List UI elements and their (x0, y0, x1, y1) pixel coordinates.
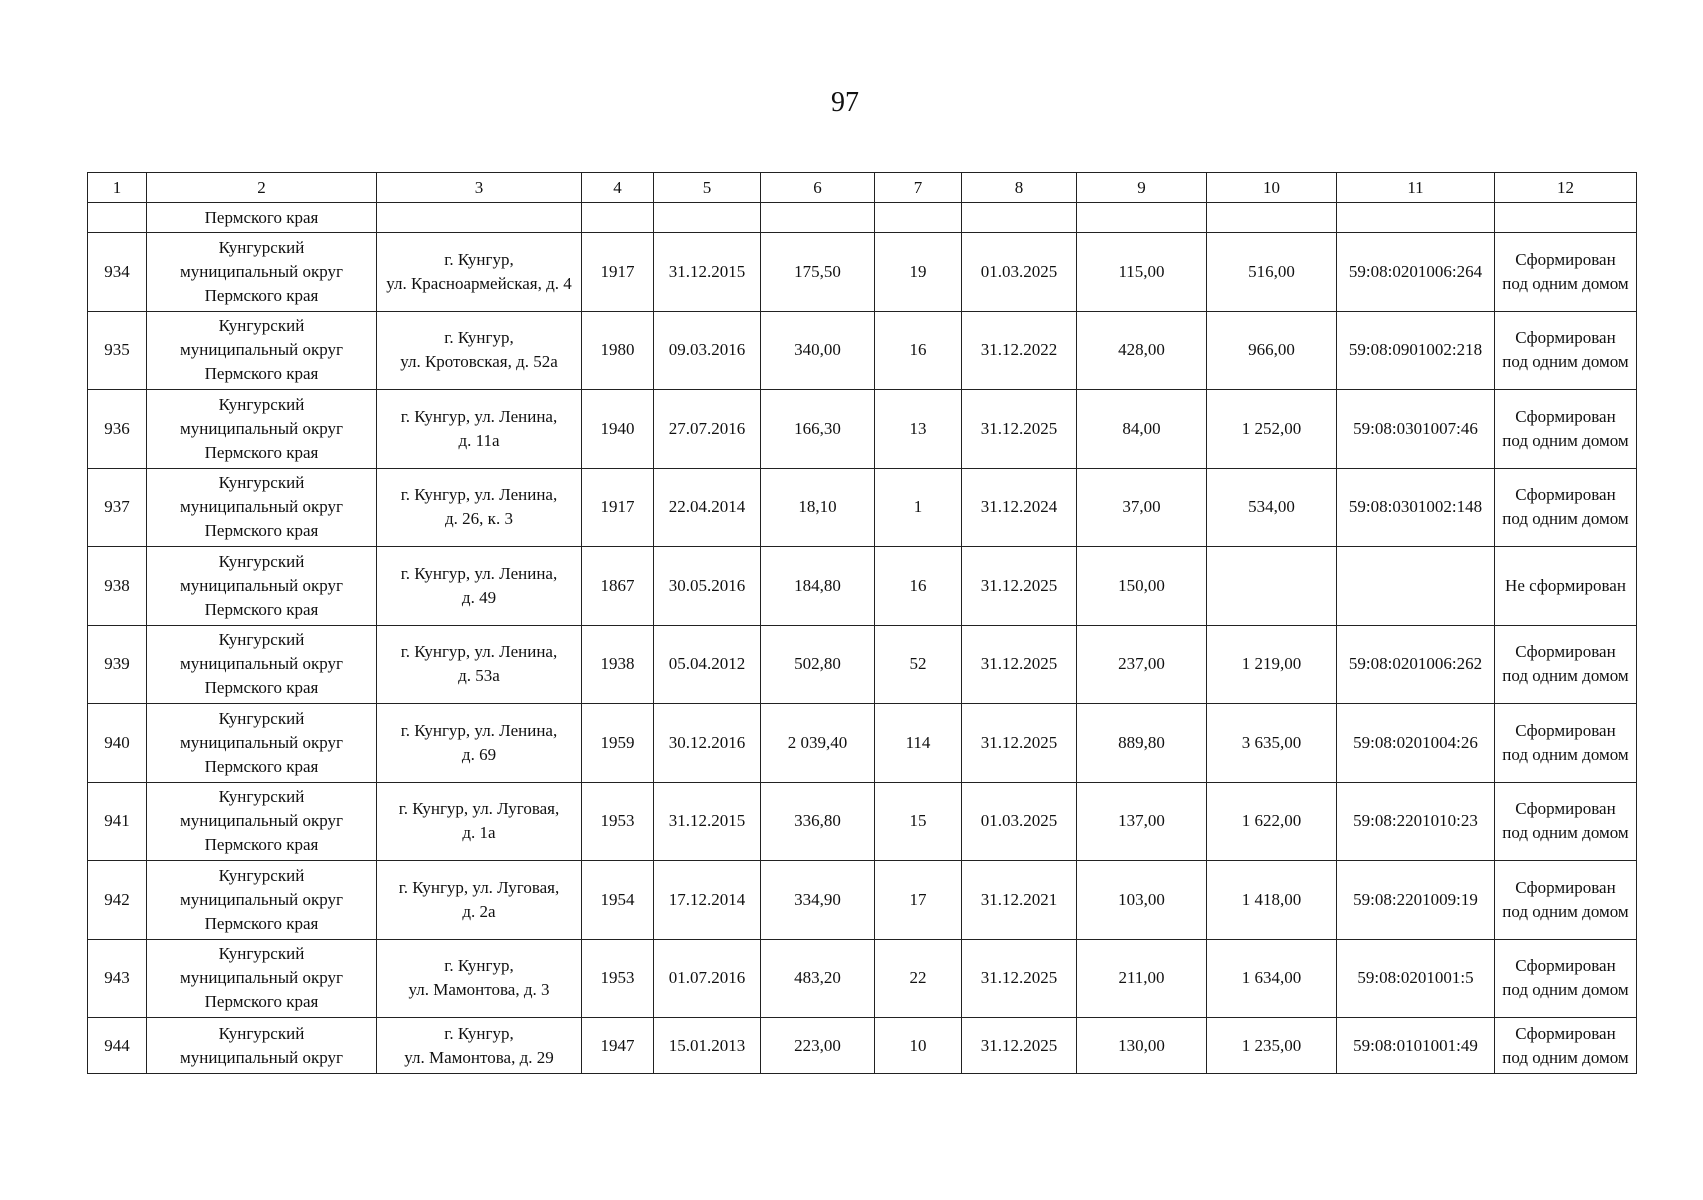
address-cell (377, 704, 582, 783)
row-number-cell: 941 (88, 782, 147, 861)
column-number: 12 (1495, 173, 1637, 203)
address-cell (377, 625, 582, 704)
district-cell-line: Пермского края (204, 678, 319, 698)
column-number: 7 (875, 173, 962, 203)
address-cell-line: д. 53а (458, 666, 500, 686)
date-cell: 01.03.2025 (962, 782, 1077, 861)
date-cell: 01.03.2025 (962, 233, 1077, 312)
address-cell (377, 939, 582, 1018)
status-cell (1495, 468, 1637, 547)
table-row (88, 233, 1637, 312)
table-row (88, 311, 1637, 390)
column-number: 11 (1337, 173, 1495, 203)
date-cell: 31.12.2024 (962, 468, 1077, 547)
year-cell: 1953 (582, 939, 654, 1018)
status-cell-line: Сформирован (1515, 485, 1616, 505)
district-cell-line: Пермского края (204, 285, 319, 305)
year-cell: 1959 (582, 704, 654, 783)
area-cell: 175,50 (761, 233, 875, 312)
count-cell: 22 (875, 939, 962, 1018)
area-cell: 336,80 (761, 782, 875, 861)
district-cell-line: муниципальный округ (179, 968, 344, 988)
value-cell: 1 634,00 (1207, 939, 1337, 1018)
row-number-cell: 936 (88, 390, 147, 469)
area-cell: 334,90 (761, 861, 875, 940)
table-cell (761, 203, 875, 233)
district-cell-line: Кунгурский (218, 316, 305, 336)
column-number: 6 (761, 173, 875, 203)
row-number-cell: 938 (88, 547, 147, 626)
status-cell (1495, 625, 1637, 704)
district-cell-line: Кунгурский (218, 1023, 305, 1043)
table-cell (1077, 203, 1207, 233)
count-cell: 16 (875, 547, 962, 626)
table-cell (1337, 203, 1495, 233)
address-cell-line: д. 69 (461, 744, 497, 764)
table-row (88, 547, 1637, 626)
area-cell: 2 039,40 (761, 704, 875, 783)
district-cell (147, 782, 377, 861)
address-cell-line: ул. Красноармейская, д. 4 (386, 273, 572, 293)
cadastre-cell: 59:08:0201001:5 (1337, 939, 1495, 1018)
year-cell: 1980 (582, 311, 654, 390)
status-cell-line: под одним домом (1502, 430, 1629, 450)
status-cell-line: Не сформирован (1505, 575, 1626, 595)
address-cell-line: г. Кунгур, (444, 249, 514, 269)
address-cell-line: д. 2а (462, 901, 496, 921)
district-cell (147, 468, 377, 547)
district-cell-line: муниципальный округ (179, 732, 344, 752)
cadastre-cell: 59:08:2201010:23 (1337, 782, 1495, 861)
status-cell-line: Сформирован (1515, 406, 1616, 426)
value-cell (1207, 547, 1337, 626)
value-cell: 103,00 (1077, 861, 1207, 940)
status-cell (1495, 861, 1637, 940)
district-cell-line: муниципальный округ (179, 261, 344, 281)
cadastre-cell: 59:08:0201004:26 (1337, 704, 1495, 783)
district-cell-line: Пермского края (204, 835, 319, 855)
continuation-row (88, 203, 1637, 233)
address-cell-line: г. Кунгур, (444, 956, 514, 976)
address-cell (377, 311, 582, 390)
address-cell-line: г. Кунгур, ул. Луговая, (398, 799, 560, 819)
district-cell (147, 390, 377, 469)
district-cell-line: Пермского края (204, 442, 319, 462)
address-cell-line: д. 1а (462, 823, 496, 843)
year-cell: 1917 (582, 468, 654, 547)
cadastre-cell: 59:08:2201009:19 (1337, 861, 1495, 940)
address-cell (377, 782, 582, 861)
address-cell-line: д. 11а (458, 430, 500, 450)
district-cell (147, 939, 377, 1018)
area-cell: 340,00 (761, 311, 875, 390)
column-number: 5 (654, 173, 761, 203)
year-cell: 1938 (582, 625, 654, 704)
status-cell-line: под одним домом (1502, 823, 1629, 843)
count-cell: 10 (875, 1018, 962, 1074)
district-cell-line: муниципальный округ (179, 889, 344, 909)
value-cell: 137,00 (1077, 782, 1207, 861)
cadastre-cell: 59:08:0301007:46 (1337, 390, 1495, 469)
status-cell-line: под одним домом (1502, 901, 1629, 921)
year-cell: 1947 (582, 1018, 654, 1074)
page-number: 97 (831, 87, 859, 118)
area-cell: 166,30 (761, 390, 875, 469)
count-cell: 52 (875, 625, 962, 704)
district-cell-line: Пермского края (204, 521, 319, 541)
district-cell-line: муниципальный округ (179, 1047, 344, 1067)
district-cell (147, 233, 377, 312)
column-number: 8 (962, 173, 1077, 203)
address-cell-line: г. Кунгур, ул. Ленина, (400, 485, 558, 505)
cadastre-cell: 59:08:0101001:49 (1337, 1018, 1495, 1074)
district-cell (147, 547, 377, 626)
address-cell-line: г. Кунгур, ул. Ленина, (400, 563, 558, 583)
address-cell-line: г. Кунгур, ул. Ленина, (400, 406, 558, 426)
table-cell (1207, 203, 1337, 233)
date-cell: 27.07.2016 (654, 390, 761, 469)
district-cell-line: муниципальный округ (179, 418, 344, 438)
district-cell-line: Кунгурский (218, 630, 305, 650)
status-cell-line: Сформирован (1515, 1023, 1616, 1043)
address-cell (377, 547, 582, 626)
district-cell-line: Кунгурский (218, 551, 305, 571)
value-cell: 889,80 (1077, 704, 1207, 783)
address-cell-line: ул. Мамонтова, д. 3 (408, 980, 550, 1000)
table-row (88, 390, 1637, 469)
area-cell: 502,80 (761, 625, 875, 704)
status-cell-line: под одним домом (1502, 509, 1629, 529)
table-row (88, 782, 1637, 861)
status-cell-line: под одним домом (1502, 666, 1629, 686)
year-cell: 1917 (582, 233, 654, 312)
district-cell-line: муниципальный округ (179, 497, 344, 517)
district-cell-line: Кунгурский (218, 787, 305, 807)
row-number-cell: 942 (88, 861, 147, 940)
table-row (88, 625, 1637, 704)
status-cell (1495, 390, 1637, 469)
value-cell: 534,00 (1207, 468, 1337, 547)
value-cell: 84,00 (1077, 390, 1207, 469)
status-cell-line: под одним домом (1502, 744, 1629, 764)
table-row (88, 468, 1637, 547)
count-cell: 114 (875, 704, 962, 783)
table-cell (1495, 203, 1637, 233)
cadastre-cell: 59:08:0901002:218 (1337, 311, 1495, 390)
status-cell-line: Сформирован (1515, 720, 1616, 740)
table-row (88, 939, 1637, 1018)
count-cell: 1 (875, 468, 962, 547)
value-cell: 1 252,00 (1207, 390, 1337, 469)
row-number-cell: 939 (88, 625, 147, 704)
date-cell: 30.12.2016 (654, 704, 761, 783)
date-cell: 15.01.2013 (654, 1018, 761, 1074)
date-cell: 09.03.2016 (654, 311, 761, 390)
table-cell (582, 203, 654, 233)
status-cell-line: под одним домом (1502, 273, 1629, 293)
district-cell-line: Кунгурский (218, 708, 305, 728)
status-cell (1495, 782, 1637, 861)
status-cell (1495, 1018, 1637, 1074)
address-cell (377, 233, 582, 312)
row-number-cell: 944 (88, 1018, 147, 1074)
column-number: 3 (377, 173, 582, 203)
date-cell: 31.12.2025 (962, 625, 1077, 704)
row-number-cell: 943 (88, 939, 147, 1018)
address-cell-line: г. Кунгур, ул. Луговая, (398, 877, 560, 897)
value-cell: 37,00 (1077, 468, 1207, 547)
area-cell: 18,10 (761, 468, 875, 547)
area-cell: 223,00 (761, 1018, 875, 1074)
district-cell-line: Пермского края (204, 756, 319, 776)
year-cell: 1940 (582, 390, 654, 469)
table-cell (377, 203, 582, 233)
value-cell: 150,00 (1077, 547, 1207, 626)
district-cell-line: муниципальный округ (179, 575, 344, 595)
area-cell: 184,80 (761, 547, 875, 626)
date-cell: 31.12.2022 (962, 311, 1077, 390)
count-cell: 13 (875, 390, 962, 469)
address-cell-line: д. 26, к. 3 (445, 509, 513, 529)
status-cell (1495, 233, 1637, 312)
housing-registry-table (87, 172, 1637, 1074)
value-cell: 516,00 (1207, 233, 1337, 312)
row-number-cell: 940 (88, 704, 147, 783)
row-number-cell: 935 (88, 311, 147, 390)
district-cell-line: Кунгурский (218, 394, 305, 414)
district-cell (147, 1018, 377, 1074)
date-cell: 31.12.2025 (962, 390, 1077, 469)
district-cell-line: Кунгурский (218, 865, 305, 885)
table-row (88, 1018, 1637, 1074)
date-cell: 05.04.2012 (654, 625, 761, 704)
status-cell-line: Сформирован (1515, 328, 1616, 348)
column-number: 9 (1077, 173, 1207, 203)
table-cell (875, 203, 962, 233)
date-cell: 31.12.2025 (962, 547, 1077, 626)
date-cell: 31.12.2025 (962, 1018, 1077, 1074)
status-cell (1495, 939, 1637, 1018)
district-cell-line: Кунгурский (218, 237, 305, 257)
status-cell-line: Сформирован (1515, 877, 1616, 897)
value-cell: 1 219,00 (1207, 625, 1337, 704)
cadastre-cell: 59:08:0201006:264 (1337, 233, 1495, 312)
column-number: 1 (88, 173, 147, 203)
value-cell: 237,00 (1077, 625, 1207, 704)
area-cell: 483,20 (761, 939, 875, 1018)
district-cell-line: Пермского края (204, 364, 319, 384)
status-cell-line: под одним домом (1502, 980, 1629, 1000)
column-number-row (88, 173, 1637, 203)
value-cell: 966,00 (1207, 311, 1337, 390)
value-cell: 428,00 (1077, 311, 1207, 390)
column-number: 10 (1207, 173, 1337, 203)
value-cell: 115,00 (1077, 233, 1207, 312)
district-cell-line: муниципальный округ (179, 340, 344, 360)
year-cell: 1953 (582, 782, 654, 861)
district-cell (147, 625, 377, 704)
column-number: 4 (582, 173, 654, 203)
value-cell: 1 622,00 (1207, 782, 1337, 861)
column-number: 2 (147, 173, 377, 203)
cadastre-cell (1337, 547, 1495, 626)
year-cell: 1867 (582, 547, 654, 626)
district-cell (147, 704, 377, 783)
address-cell (377, 390, 582, 469)
cadastre-cell: 59:08:0201006:262 (1337, 625, 1495, 704)
date-cell: 31.12.2015 (654, 233, 761, 312)
address-cell-line: д. 49 (461, 587, 497, 607)
cadastre-cell: 59:08:0301002:148 (1337, 468, 1495, 547)
address-cell-line: г. Кунгур, ул. Ленина, (400, 642, 558, 662)
date-cell: 31.12.2025 (962, 704, 1077, 783)
district-cell-line: муниципальный округ (179, 811, 344, 831)
row-number-cell: 934 (88, 233, 147, 312)
district-cell-line: Кунгурский (218, 473, 305, 493)
address-cell-line: г. Кунгур, ул. Ленина, (400, 720, 558, 740)
status-cell (1495, 704, 1637, 783)
table-row (88, 704, 1637, 783)
date-cell: 22.04.2014 (654, 468, 761, 547)
address-cell-line: г. Кунгур, (444, 328, 514, 348)
table-cell (88, 203, 147, 233)
address-cell-line: г. Кунгур, (444, 1023, 514, 1043)
district-cell: Пермского края (147, 203, 377, 233)
date-cell: 31.12.2025 (962, 939, 1077, 1018)
value-cell: 3 635,00 (1207, 704, 1337, 783)
date-cell: 31.12.2021 (962, 861, 1077, 940)
date-cell: 31.12.2015 (654, 782, 761, 861)
district-cell-line: Кунгурский (218, 944, 305, 964)
district-cell-line: Пермского края (204, 992, 319, 1012)
address-cell (377, 1018, 582, 1074)
year-cell: 1954 (582, 861, 654, 940)
value-cell: 211,00 (1077, 939, 1207, 1018)
district-cell (147, 861, 377, 940)
status-cell-line: Сформирован (1515, 956, 1616, 976)
district-cell-line: Пермского края (204, 599, 319, 619)
count-cell: 16 (875, 311, 962, 390)
status-cell-line: Сформирован (1515, 249, 1616, 269)
status-cell-line: под одним домом (1502, 352, 1629, 372)
status-cell-line: под одним домом (1502, 1047, 1629, 1067)
address-cell (377, 861, 582, 940)
date-cell: 01.07.2016 (654, 939, 761, 1018)
status-cell (1495, 547, 1637, 626)
date-cell: 30.05.2016 (654, 547, 761, 626)
value-cell: 1 235,00 (1207, 1018, 1337, 1074)
row-number-cell: 937 (88, 468, 147, 547)
date-cell: 17.12.2014 (654, 861, 761, 940)
table-cell (654, 203, 761, 233)
value-cell: 130,00 (1077, 1018, 1207, 1074)
status-cell (1495, 311, 1637, 390)
district-cell-line: Пермского края (204, 913, 319, 933)
count-cell: 19 (875, 233, 962, 312)
count-cell: 15 (875, 782, 962, 861)
count-cell: 17 (875, 861, 962, 940)
district-cell (147, 311, 377, 390)
status-cell-line: Сформирован (1515, 799, 1616, 819)
address-cell-line: ул. Мамонтова, д. 29 (404, 1047, 554, 1067)
address-cell-line: ул. Кротовская, д. 52а (400, 352, 558, 372)
value-cell: 1 418,00 (1207, 861, 1337, 940)
status-cell-line: Сформирован (1515, 642, 1616, 662)
table-cell (962, 203, 1077, 233)
table-row (88, 861, 1637, 940)
address-cell (377, 468, 582, 547)
district-cell-line: муниципальный округ (179, 654, 344, 674)
